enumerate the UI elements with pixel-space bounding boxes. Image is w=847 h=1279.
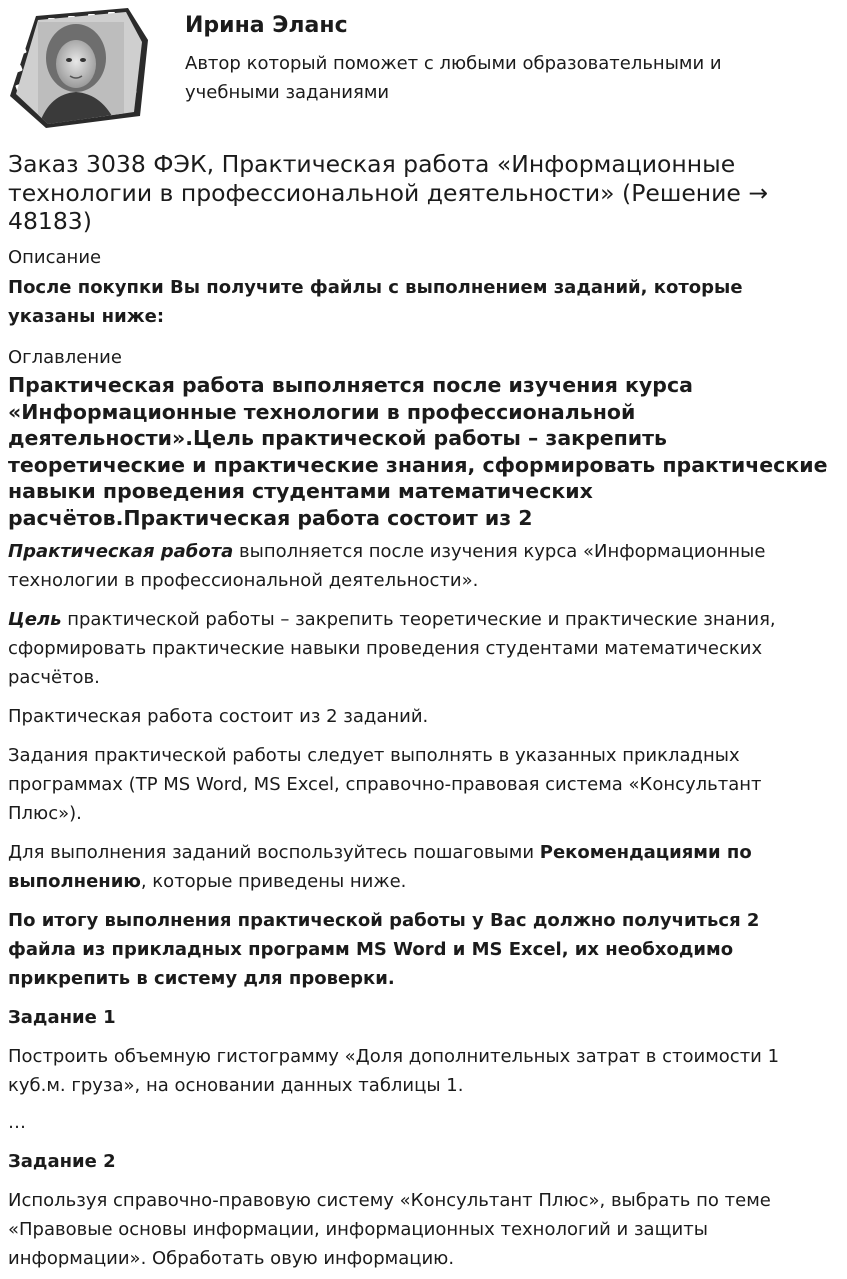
author-name[interactable]: Ирина Эланс	[185, 13, 348, 38]
paragraph-goal	[8, 605, 833, 692]
task1-text: Построить объемную гистограмму «Доля дополнительных затрат в стоимости 1 куб.м. груза», на основании данных таблицы 1.	[8, 1046, 780, 1096]
toc-summary: Практическая работа выполняется после изучения курса «Информационные технологии в профессиональной деятельности».Цель практической работы – закрепить теоретические и практические знания, сформировать практические навыки проведения студентами математических расчётов.Практическая работа состоит из 2	[8, 373, 828, 530]
order-title: Заказ 3038 ФЭК, Практическая работа «Информационные технологии в профессиональной деятельности» (Решение → 48183)	[8, 150, 769, 235]
recommendations-end: , которые приведены ниже.	[140, 871, 407, 892]
recommendations-bold: Рекомендациями по выполнению	[8, 842, 752, 892]
order-content	[8, 245, 833, 1273]
description-lead: После покупки Вы получите файлы с выполнением заданий, которые указаны ниже:	[8, 277, 743, 327]
description-label: Описание	[8, 247, 102, 268]
task1-heading: Задание 1	[8, 1007, 116, 1028]
toc-label: Оглавление	[8, 347, 122, 368]
goal-emphasis: Цель	[8, 609, 62, 630]
practical-work-emphasis: Практическая работа	[8, 541, 234, 562]
paragraph-task-count: Практическая работа состоит из 2 заданий.	[8, 706, 429, 727]
task2-text: Используя справочно-правовую систему «Консультант Плюс», выбрать по теме «Правовые основы информации, информационных технологий и защиты информации». Обработать овую информацию.	[8, 1190, 771, 1269]
author-header	[8, 0, 833, 140]
author-avatar[interactable]	[8, 8, 150, 128]
task2-heading: Задание 2	[8, 1151, 116, 1172]
goal-text: практической работы – закрепить теоретические и практические знания, сформировать практические навыки проведения студентами математических расчётов.	[8, 609, 776, 688]
ellipsis: …	[8, 1112, 26, 1133]
paragraph-programs: Задания практической работы следует выполнять в указанных прикладных программах (ТР MS Word, MS Excel, справочно-правовая система «Консультант Плюс»).	[8, 745, 762, 824]
author-description: Автор который поможет с любыми образовательными и учебными заданиями	[185, 53, 722, 103]
paragraph-result-files: По итогу выполнения практической работы у Вас должно получиться 2 файла из прикладных программ MS Word и MS Excel, их необходимо прикрепить в систему для проверки.	[8, 910, 760, 989]
recommendations-start: Для выполнения заданий воспользуйтесь пошаговыми	[8, 842, 540, 863]
page	[8, 0, 833, 1269]
paragraph-practical-work	[8, 537, 833, 595]
paragraph-recommendations	[8, 838, 833, 896]
practical-work-text: выполняется после изучения курса «Информационные технологии в профессиональной деятельности».	[8, 541, 766, 591]
